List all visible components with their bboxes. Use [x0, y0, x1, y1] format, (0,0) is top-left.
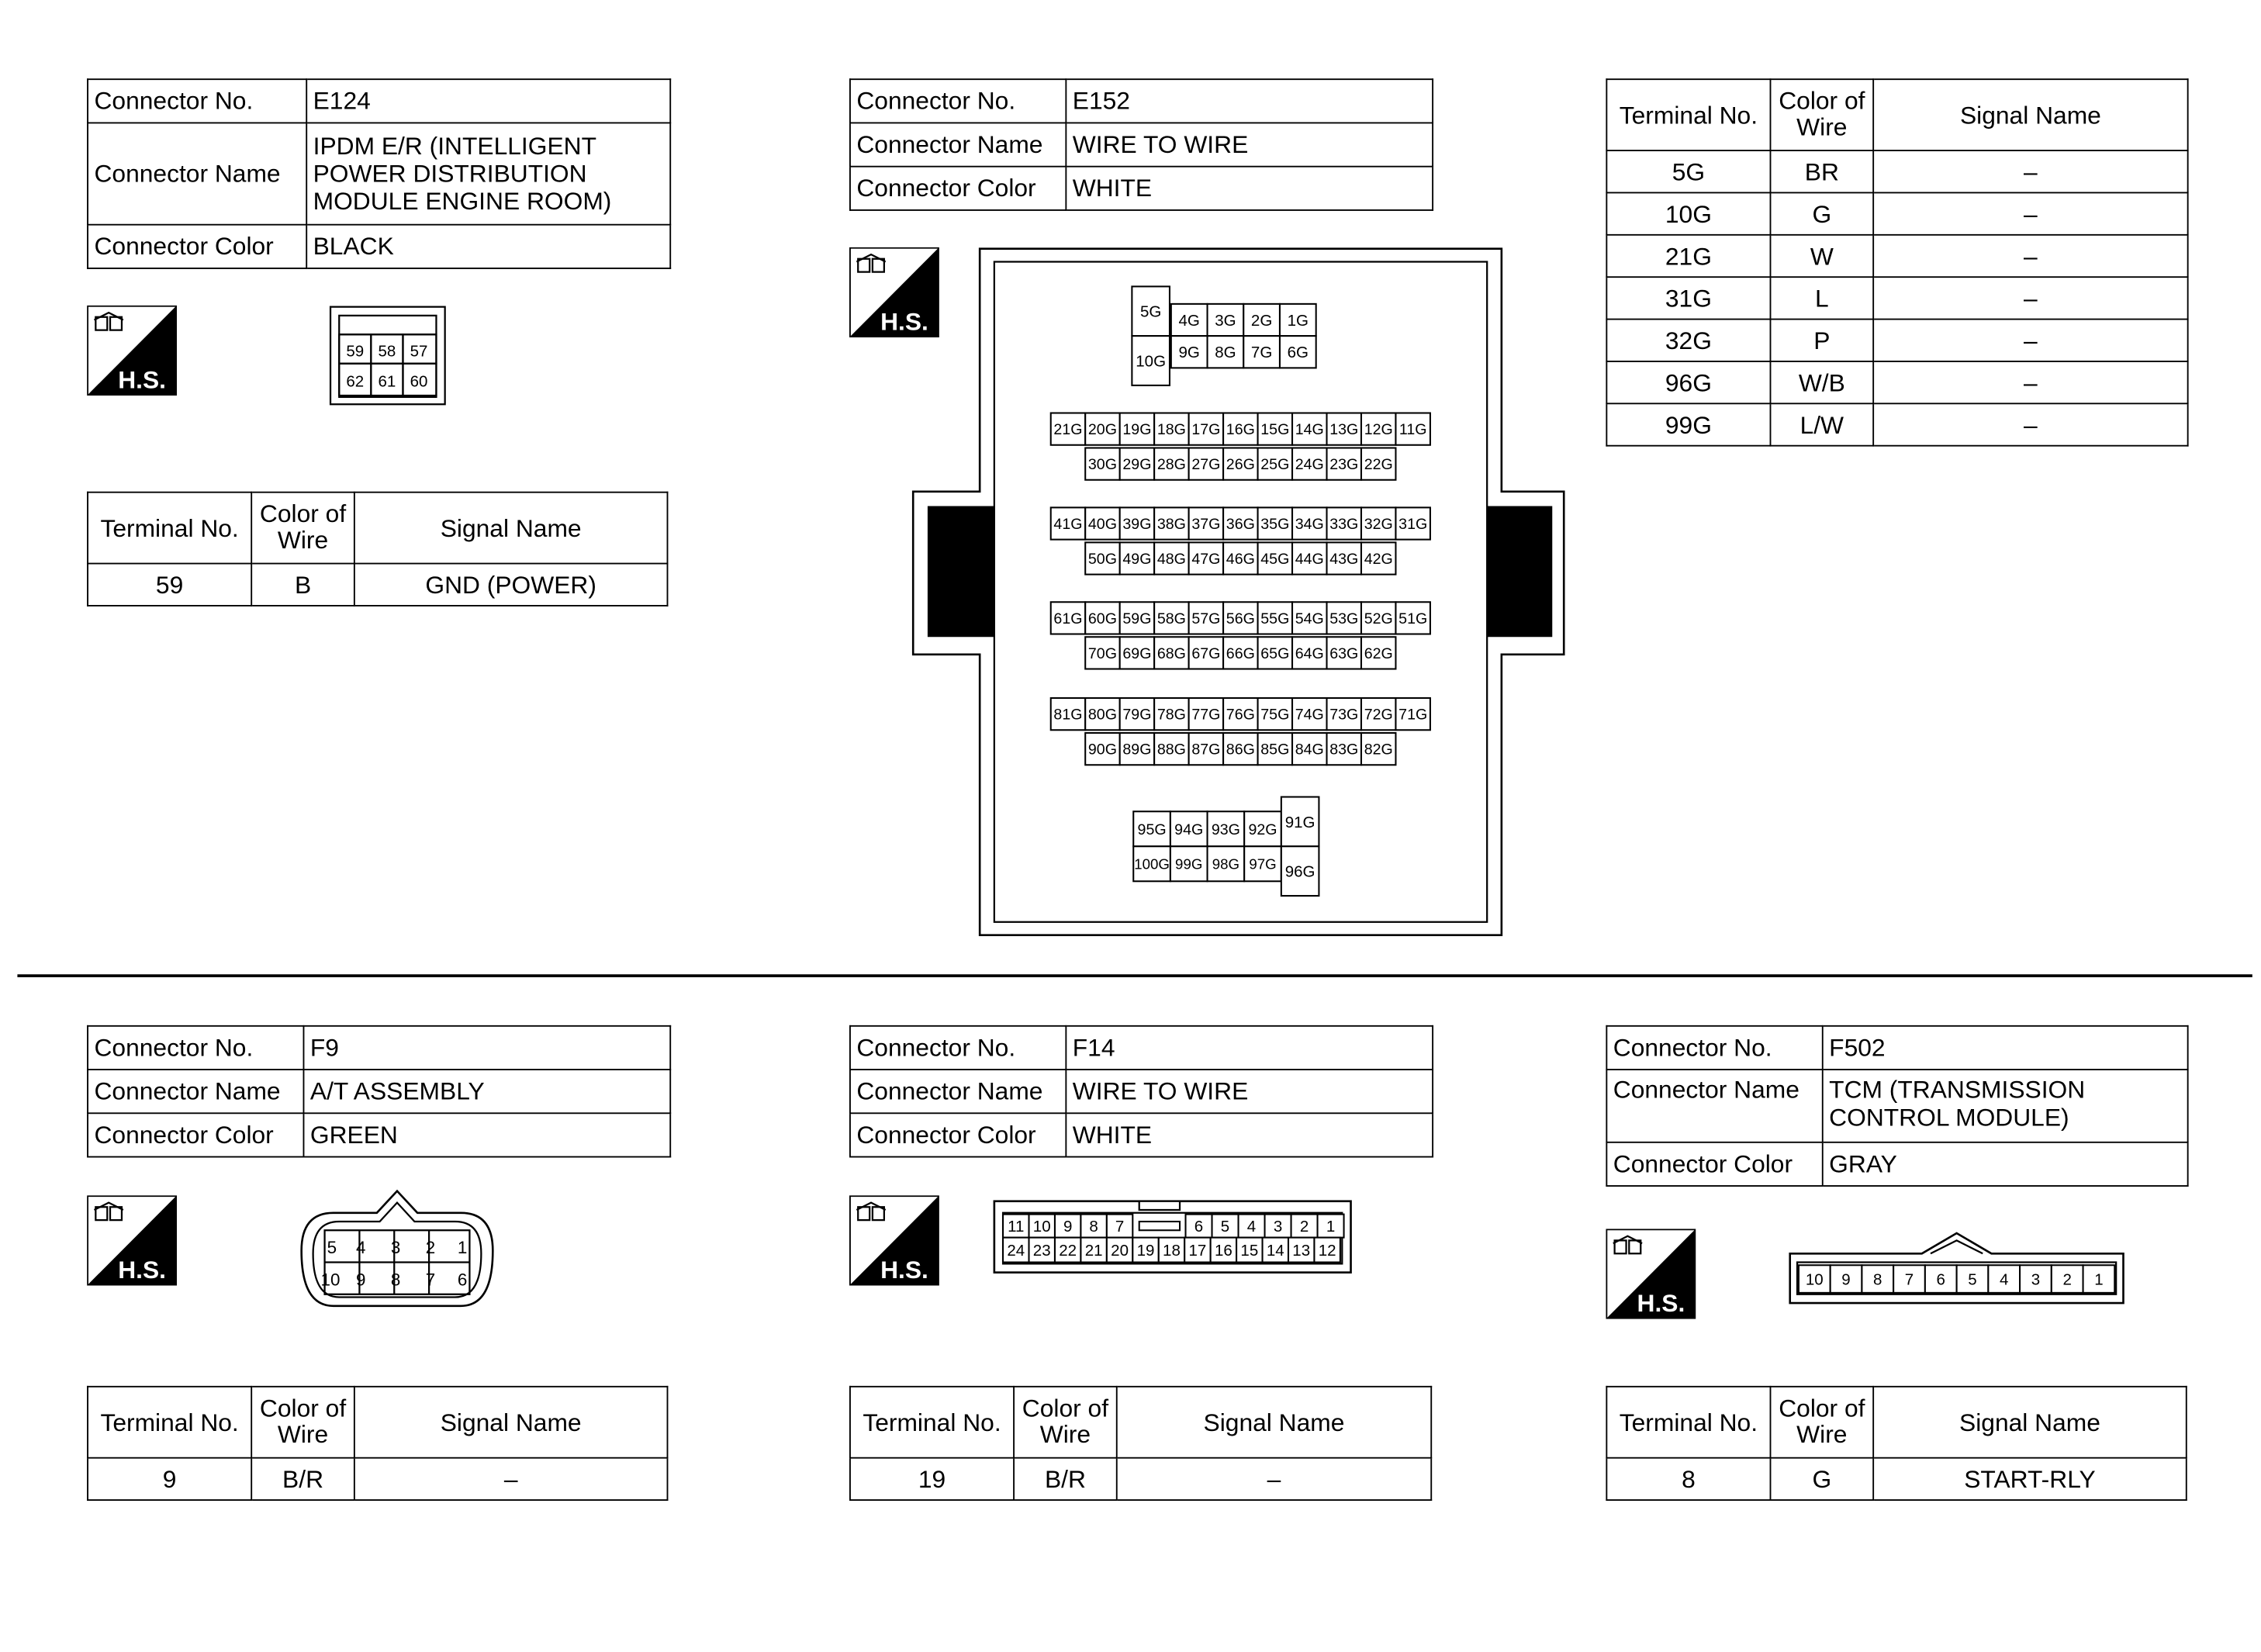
signal-cell: –: [1873, 320, 2187, 361]
pin-label-11: 11: [1008, 1218, 1025, 1236]
wire-color-cell: P: [1770, 320, 1873, 361]
pin-label-75G: 75G: [1260, 706, 1290, 724]
table-row: [1606, 150, 2187, 192]
terminal-no-header: Terminal No.: [88, 492, 251, 564]
terminal-table-f9: [87, 1386, 668, 1501]
table-row: [1606, 361, 2187, 403]
pin-label-90G: 90G: [1087, 741, 1117, 759]
wire-color-cell: G: [1770, 1458, 1873, 1500]
pin-58: 58: [378, 342, 396, 361]
pin-label-8: 8: [1089, 1218, 1098, 1236]
table-row: [1606, 403, 2187, 445]
color-of-wire-header: Color of Wire: [1014, 1387, 1117, 1458]
pin-label-60G: 60G: [1087, 610, 1117, 627]
pin-label-28G: 28G: [1156, 456, 1186, 474]
connector-name-value: WIRE TO WIRE: [1066, 123, 1433, 166]
pin-label-22G: 22G: [1364, 456, 1393, 474]
pin-label-14: 14: [1266, 1241, 1284, 1260]
pin-label-91G: 91G: [1284, 813, 1315, 831]
connector-no-value: F9: [303, 1026, 670, 1070]
wire-color-cell: W/B: [1770, 361, 1873, 403]
pin-label-85G: 85G: [1260, 741, 1290, 759]
pin-label-16: 16: [1214, 1241, 1232, 1260]
harness-side-icon: [1606, 1229, 1696, 1318]
connector-no-label: Connector No.: [1606, 1026, 1822, 1070]
pin-label-40G: 40G: [1087, 516, 1117, 534]
pin-9: 9: [356, 1270, 366, 1290]
connector-color-label: Connector Color: [1606, 1142, 1822, 1186]
wire-color-cell: L/W: [1770, 403, 1873, 445]
hs-label: H.S.: [1637, 1289, 1685, 1318]
terminal-cell: 21G: [1606, 235, 1770, 277]
pin-label-61G: 61G: [1053, 610, 1083, 627]
pin-label-34G: 34G: [1295, 516, 1324, 534]
pin-label-4G: 4G: [1178, 311, 1200, 330]
pin-label-15: 15: [1240, 1241, 1259, 1260]
pin-label-50G: 50G: [1087, 551, 1117, 569]
terminal-cell: 32G: [1606, 320, 1770, 361]
pin-label-98G: 98G: [1212, 855, 1240, 873]
pin-label-8G: 8G: [1215, 344, 1236, 362]
connector-no-label: Connector No.: [850, 1026, 1066, 1070]
hs-label: H.S.: [118, 365, 167, 394]
pin-label-45G: 45G: [1260, 551, 1290, 569]
table-row: [1606, 277, 2187, 319]
section-divider: [17, 974, 2252, 977]
pin-label-46G: 46G: [1226, 551, 1255, 569]
pin-1: 1: [457, 1238, 468, 1258]
pin-label-1: 1: [1326, 1218, 1336, 1236]
pin-label-2G: 2G: [1250, 311, 1273, 330]
pin-label-12G: 12G: [1364, 421, 1393, 439]
terminal-cell: 19: [850, 1458, 1014, 1500]
pin-label-2: 2: [2062, 1270, 2072, 1289]
table-row: [88, 1458, 667, 1500]
pin-59: 59: [346, 342, 365, 361]
connector-no-label: Connector No.: [88, 79, 306, 123]
terminal-table-e124: [87, 492, 668, 607]
pin-label-39G: 39G: [1122, 516, 1152, 534]
wire-color-cell: L: [1770, 277, 1873, 319]
pin-label-43G: 43G: [1329, 551, 1359, 569]
pin-label-19: 19: [1136, 1241, 1155, 1260]
pin-label-92G: 92G: [1248, 821, 1277, 838]
pin-label-66G: 66G: [1226, 645, 1255, 662]
pin-label-23: 23: [1032, 1241, 1051, 1260]
pin-label-7G: 7G: [1250, 344, 1273, 362]
pin-8: 8: [390, 1270, 401, 1290]
pin-label-32G: 32G: [1364, 516, 1393, 534]
pin-label-5G: 5G: [1139, 302, 1162, 321]
pin-label-37G: 37G: [1191, 516, 1221, 534]
pin-label-10: 10: [1805, 1270, 1824, 1289]
pin-label-96G: 96G: [1284, 862, 1315, 881]
pin-label-47G: 47G: [1191, 551, 1221, 569]
pin-label-48G: 48G: [1156, 551, 1186, 569]
pin-label-53G: 53G: [1329, 610, 1359, 627]
pin-label-24: 24: [1007, 1241, 1025, 1260]
hs-label: H.S.: [880, 1256, 928, 1284]
color-of-wire-header: Color of Wire: [251, 1387, 354, 1458]
pin-label-71G: 71G: [1398, 706, 1428, 724]
wire-color-cell: W: [1770, 235, 1873, 277]
pin-label-15G: 15G: [1260, 421, 1290, 439]
pin-label-41G: 41G: [1053, 516, 1083, 534]
connector-info-table-e124: [87, 78, 671, 269]
connector-name-label: Connector Name: [88, 1070, 303, 1113]
pin-label-78G: 78G: [1156, 706, 1186, 724]
pin-label-3: 3: [1273, 1218, 1283, 1236]
pin-label-8: 8: [1873, 1270, 1882, 1289]
pin-label-54G: 54G: [1295, 610, 1324, 627]
connector-name-value: TCM (TRANSMISSION CONTROL MODULE): [1823, 1070, 2188, 1142]
pin-label-79G: 79G: [1122, 706, 1152, 724]
wire-color-cell: B: [251, 564, 354, 606]
terminal-cell: 59: [88, 564, 251, 606]
hs-label: H.S.: [118, 1256, 167, 1284]
pin-label-77G: 77G: [1191, 706, 1221, 724]
connector-color-value: WHITE: [1066, 167, 1433, 210]
pin-label-42G: 42G: [1364, 551, 1393, 569]
pin-label-68G: 68G: [1156, 645, 1186, 662]
pin-label-52G: 52G: [1364, 610, 1393, 627]
connector-info-table-e152: [849, 78, 1433, 211]
pin-label-67G: 67G: [1191, 645, 1221, 662]
pin-label-20G: 20G: [1087, 421, 1117, 439]
color-of-wire-header: Color of Wire: [251, 492, 354, 564]
pin-60: 60: [410, 372, 428, 391]
harness-side-icon: [849, 1195, 939, 1285]
pin-label-25G: 25G: [1260, 456, 1290, 474]
connector-color-value: GRAY: [1823, 1142, 2188, 1186]
connector-color-label: Connector Color: [850, 1113, 1066, 1156]
pin-label-17: 17: [1188, 1241, 1207, 1260]
pin-label-35G: 35G: [1260, 516, 1290, 534]
pin-label-29G: 29G: [1122, 456, 1152, 474]
table-row: [1606, 192, 2187, 234]
pin-label-2: 2: [1299, 1218, 1309, 1236]
pin-label-13G: 13G: [1329, 421, 1359, 439]
pin-label-14G: 14G: [1295, 421, 1324, 439]
pin-label-65G: 65G: [1260, 645, 1290, 662]
table-row: [1606, 1458, 2186, 1500]
table-row: [88, 564, 667, 606]
connector-face-e152: [899, 240, 1580, 945]
pin-62: 62: [346, 372, 365, 391]
signal-name-header: Signal Name: [1873, 79, 2187, 150]
pin-label-19G: 19G: [1122, 421, 1152, 439]
pin-label-49G: 49G: [1122, 551, 1152, 569]
pin-label-89G: 89G: [1122, 741, 1152, 759]
pin-4: 4: [356, 1238, 366, 1258]
pin-10: 10: [320, 1270, 341, 1290]
pin-label-4: 4: [1246, 1218, 1257, 1236]
pin-label-44G: 44G: [1295, 551, 1324, 569]
terminal-table-f14: [849, 1386, 1432, 1501]
terminal-table-e152: [1606, 78, 2188, 446]
pin-label-76G: 76G: [1226, 706, 1255, 724]
color-of-wire-header: Color of Wire: [1770, 79, 1873, 150]
terminal-no-header: Terminal No.: [1606, 79, 1770, 150]
signal-cell: –: [354, 1458, 668, 1500]
hs-label: H.S.: [880, 307, 928, 336]
connector-name-label: Connector Name: [850, 123, 1066, 166]
connector-color-value: WHITE: [1066, 1113, 1433, 1156]
pin-label-36G: 36G: [1226, 516, 1255, 534]
pin-label-7: 7: [1115, 1218, 1125, 1236]
connector-color-label: Connector Color: [88, 1113, 303, 1156]
connector-no-value: E124: [306, 79, 670, 123]
pin-label-18: 18: [1163, 1241, 1181, 1260]
connector-face-f14: [991, 1198, 1357, 1277]
pin-label-31G: 31G: [1398, 516, 1428, 534]
connector-color-value: GREEN: [303, 1113, 670, 1156]
pin-label-5: 5: [1220, 1218, 1230, 1236]
terminal-no-header: Terminal No.: [1606, 1387, 1770, 1458]
pin-label-18G: 18G: [1156, 421, 1186, 439]
pin-label-33G: 33G: [1329, 516, 1359, 534]
signal-name-header: Signal Name: [1117, 1387, 1431, 1458]
pin-label-62G: 62G: [1364, 645, 1393, 662]
connector-no-value: F502: [1823, 1026, 2188, 1070]
wire-color-cell: B/R: [1014, 1458, 1117, 1500]
pin-label-6: 6: [1194, 1218, 1204, 1236]
pin-label-70G: 70G: [1087, 645, 1117, 662]
connector-name-value: WIRE TO WIRE: [1066, 1070, 1433, 1113]
signal-cell: –: [1873, 277, 2187, 319]
connector-name-label: Connector Name: [850, 1070, 1066, 1113]
signal-cell: GND (POWER): [354, 564, 668, 606]
pin-label-21G: 21G: [1053, 421, 1083, 439]
signal-cell: START-RLY: [1873, 1458, 2187, 1500]
connector-no-label: Connector No.: [88, 1026, 303, 1070]
wire-color-cell: BR: [1770, 150, 1873, 192]
terminal-cell: 5G: [1606, 150, 1770, 192]
connector-color-label: Connector Color: [88, 225, 306, 268]
signal-cell: –: [1873, 361, 2187, 403]
terminal-no-header: Terminal No.: [88, 1387, 251, 1458]
pin-label-23G: 23G: [1329, 456, 1359, 474]
pin-label-58G: 58G: [1156, 610, 1186, 627]
connector-face-f502: [1786, 1230, 2128, 1306]
pin-label-3: 3: [2031, 1270, 2041, 1289]
table-row: [1606, 320, 2187, 361]
pin-label-30G: 30G: [1087, 456, 1117, 474]
pin-label-100G: 100G: [1134, 855, 1170, 873]
keyway-slot: [1139, 1222, 1180, 1230]
connector-no-label: Connector No.: [850, 79, 1066, 123]
pin-label-99G: 99G: [1175, 855, 1203, 873]
signal-cell: –: [1873, 403, 2187, 445]
wire-color-cell: G: [1770, 192, 1873, 234]
connector-info-table-f502: [1606, 1025, 2188, 1187]
pin-label-3G: 3G: [1215, 311, 1236, 330]
pin-label-97G: 97G: [1249, 855, 1277, 873]
pin-label-27G: 27G: [1191, 456, 1221, 474]
table-row: [1606, 235, 2187, 277]
pin-6: 6: [457, 1270, 468, 1290]
terminal-cell: 8: [1606, 1458, 1770, 1500]
connector-color-value: BLACK: [306, 225, 670, 268]
pin-label-80G: 80G: [1087, 706, 1117, 724]
pin-label-83G: 83G: [1329, 741, 1359, 759]
pin-label-72G: 72G: [1364, 706, 1393, 724]
connector-name-value: IPDM E/R (INTELLIGENT POWER DISTRIBUTION MODULE ENGINE ROOM): [306, 123, 670, 224]
pin-label-24G: 24G: [1295, 456, 1324, 474]
terminal-table-f502: [1606, 1386, 2187, 1501]
signal-cell: –: [1873, 150, 2187, 192]
connector-name-value: A/T ASSEMBLY: [303, 1070, 670, 1113]
pin-label-51G: 51G: [1398, 610, 1428, 627]
connector-name-label: Connector Name: [1606, 1070, 1822, 1142]
pin-label-73G: 73G: [1329, 706, 1359, 724]
connector-no-value: E152: [1066, 79, 1433, 123]
terminal-no-header: Terminal No.: [850, 1387, 1014, 1458]
terminal-cell: 10G: [1606, 192, 1770, 234]
terminal-cell: 96G: [1606, 361, 1770, 403]
pin-label-10G: 10G: [1136, 352, 1167, 371]
pin-label-82G: 82G: [1364, 741, 1393, 759]
pin-label-55G: 55G: [1260, 610, 1290, 627]
signal-name-header: Signal Name: [1873, 1387, 2187, 1458]
pin-label-9G: 9G: [1178, 344, 1200, 362]
pin-2: 2: [425, 1238, 436, 1258]
pin-label-13: 13: [1292, 1241, 1311, 1260]
pin-label-86G: 86G: [1226, 741, 1255, 759]
pin-label-63G: 63G: [1329, 645, 1359, 662]
pin-label-1G: 1G: [1287, 311, 1309, 330]
pin-label-5: 5: [1968, 1270, 1977, 1289]
table-row: [850, 1458, 1431, 1500]
pin-label-10: 10: [1032, 1218, 1051, 1236]
pin-label-4: 4: [1999, 1270, 2009, 1289]
pin-label-6G: 6G: [1287, 344, 1309, 362]
signal-name-header: Signal Name: [354, 492, 668, 564]
terminal-cell: 31G: [1606, 277, 1770, 319]
harness-side-icon: [87, 306, 177, 396]
pin-label-74G: 74G: [1295, 706, 1324, 724]
pin-label-64G: 64G: [1295, 645, 1324, 662]
signal-cell: –: [1873, 192, 2187, 234]
pin-5: 5: [327, 1238, 337, 1258]
connector-face-f9: [296, 1187, 499, 1315]
pin-label-95G: 95G: [1137, 821, 1167, 838]
pin-57: 57: [410, 342, 428, 361]
pin-label-81G: 81G: [1053, 706, 1083, 724]
pin-label-94G: 94G: [1174, 821, 1204, 838]
pin-label-7: 7: [1904, 1270, 1914, 1289]
signal-cell: –: [1873, 235, 2187, 277]
pin-label-22: 22: [1059, 1241, 1077, 1260]
pin-3: 3: [390, 1238, 401, 1258]
signal-cell: –: [1117, 1458, 1431, 1500]
pin-label-17G: 17G: [1191, 421, 1221, 439]
pin-label-38G: 38G: [1156, 516, 1186, 534]
harness-side-icon: [87, 1195, 177, 1285]
pin-61: 61: [378, 372, 396, 391]
pin-7: 7: [425, 1270, 436, 1290]
pin-label-56G: 56G: [1226, 610, 1255, 627]
connector-face-e124: [329, 306, 448, 407]
wire-color-cell: B/R: [251, 1458, 354, 1500]
pin-label-20: 20: [1111, 1241, 1129, 1260]
pin-label-1: 1: [2094, 1270, 2104, 1289]
pin-label-69G: 69G: [1122, 645, 1152, 662]
connector-no-value: F14: [1066, 1026, 1433, 1070]
pin-label-26G: 26G: [1226, 456, 1255, 474]
terminal-cell: 9: [88, 1458, 251, 1500]
pin-label-59G: 59G: [1122, 610, 1152, 627]
pin-label-16G: 16G: [1226, 421, 1255, 439]
connector-color-label: Connector Color: [850, 167, 1066, 210]
pin-label-57G: 57G: [1191, 610, 1221, 627]
connector-name-label: Connector Name: [88, 123, 306, 224]
pin-label-87G: 87G: [1191, 741, 1221, 759]
color-of-wire-header: Color of Wire: [1770, 1387, 1873, 1458]
connector-info-table-f14: [849, 1025, 1433, 1158]
connector-info-table-f9: [87, 1025, 671, 1158]
pin-label-9: 9: [1063, 1218, 1073, 1236]
terminal-cell: 99G: [1606, 403, 1770, 445]
signal-name-header: Signal Name: [354, 1387, 668, 1458]
pin-label-11G: 11G: [1398, 421, 1427, 439]
pin-label-9: 9: [1841, 1270, 1851, 1289]
pin-label-93G: 93G: [1211, 821, 1240, 838]
pin-label-12: 12: [1318, 1241, 1336, 1260]
pin-label-88G: 88G: [1156, 741, 1186, 759]
pin-label-21: 21: [1084, 1241, 1103, 1260]
pin-label-6: 6: [1936, 1270, 1945, 1289]
pin-label-84G: 84G: [1295, 741, 1324, 759]
